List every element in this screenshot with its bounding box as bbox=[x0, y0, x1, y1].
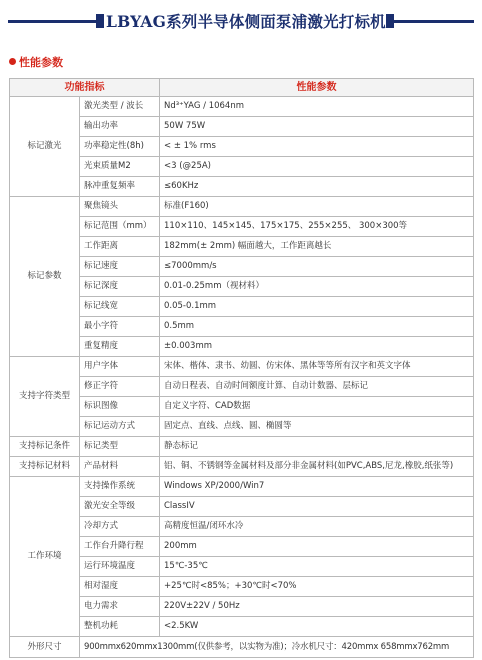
param-value: 标准(F160) bbox=[160, 197, 474, 217]
param-value: Windows XP/2000/Win7 bbox=[160, 477, 474, 497]
param-value: 15℃-35℃ bbox=[160, 557, 474, 577]
table-row bbox=[10, 257, 474, 277]
header-performance: 性能参数 bbox=[160, 79, 474, 97]
param-name: 标记类型 bbox=[80, 437, 160, 457]
table-row bbox=[10, 237, 474, 257]
param-value: ClassIV bbox=[160, 497, 474, 517]
param-value: 固定点、直线、点线、圆、椭圆等 bbox=[160, 417, 474, 437]
param-name: 用户字体 bbox=[80, 357, 160, 377]
title-rule-right bbox=[394, 20, 474, 23]
spec-table bbox=[9, 78, 474, 658]
section-heading bbox=[9, 54, 63, 70]
group-label: 支持标记条件 bbox=[10, 437, 80, 457]
param-name: 支持操作系统 bbox=[80, 477, 160, 497]
title-rule-left bbox=[8, 20, 96, 23]
param-value: 50W 75W bbox=[160, 117, 474, 137]
table-row bbox=[10, 397, 474, 417]
table-row bbox=[10, 197, 474, 217]
param-value: ≤60KHz bbox=[160, 177, 474, 197]
param-value: <2.5KW bbox=[160, 617, 474, 637]
table-row bbox=[10, 597, 474, 617]
param-name: 标记运动方式 bbox=[80, 417, 160, 437]
param-name: 最小字符 bbox=[80, 317, 160, 337]
title-bar bbox=[8, 8, 474, 34]
param-value: 高精度恒温/闭环水冷 bbox=[160, 517, 474, 537]
param-name: 修正字符 bbox=[80, 377, 160, 397]
bullet-dot-icon bbox=[9, 58, 16, 65]
table-row bbox=[10, 297, 474, 317]
table-row bbox=[10, 137, 474, 157]
table-row bbox=[10, 437, 474, 457]
param-name: 标记深度 bbox=[80, 277, 160, 297]
group-label: 支持标记材料 bbox=[10, 457, 80, 477]
footer-label: 外形尺寸 bbox=[10, 637, 80, 658]
table-row-footer bbox=[10, 637, 474, 658]
param-name: 冷却方式 bbox=[80, 517, 160, 537]
section-title: 性能参数 bbox=[19, 56, 63, 69]
param-value: +25℃时<85%；+30℃时<70% bbox=[160, 577, 474, 597]
param-value: 0.05-0.1mm bbox=[160, 297, 474, 317]
page-title: LBYAG系列半导体侧面泵浦激光打标机 bbox=[106, 12, 386, 31]
param-name: 输出功率 bbox=[80, 117, 160, 137]
footer-value: 900mmx620mmx1300mm(仅供参考，以实物为准)；冷水机尺寸：420mmx 658mmx762mm bbox=[80, 637, 474, 658]
param-name: 产品材料 bbox=[80, 457, 160, 477]
title-rule-block-left bbox=[96, 14, 104, 28]
param-name: 运行环境温度 bbox=[80, 557, 160, 577]
param-value: 自动日程表、自动时间额度计算、自动计数器、层标记 bbox=[160, 377, 474, 397]
table-row bbox=[10, 357, 474, 377]
table-row bbox=[10, 477, 474, 497]
param-name: 聚焦镜头 bbox=[80, 197, 160, 217]
group-label: 工作环境 bbox=[10, 477, 80, 637]
table-row bbox=[10, 377, 474, 397]
param-value: ≤7000mm/s bbox=[160, 257, 474, 277]
table-header-row bbox=[10, 79, 474, 97]
table-row bbox=[10, 97, 474, 117]
param-value: 铝、铜、不锈钢等金属材料及部分非金属材料(如PVC,ABS,尼龙,橡胶,纸张等) bbox=[160, 457, 474, 477]
table-row bbox=[10, 497, 474, 517]
param-name: 激光类型 / 波长 bbox=[80, 97, 160, 117]
table-row bbox=[10, 617, 474, 637]
table-row bbox=[10, 517, 474, 537]
param-name: 整机功耗 bbox=[80, 617, 160, 637]
table-row bbox=[10, 217, 474, 237]
param-value: 182mm(± 2mm) 幅面越大，工作距离越长 bbox=[160, 237, 474, 257]
table-row bbox=[10, 157, 474, 177]
param-value: <3 (@25A) bbox=[160, 157, 474, 177]
param-name: 标记速度 bbox=[80, 257, 160, 277]
param-name: 脉冲重复频率 bbox=[80, 177, 160, 197]
table-row bbox=[10, 537, 474, 557]
param-value: ±0.003mm bbox=[160, 337, 474, 357]
table-row bbox=[10, 177, 474, 197]
table-row bbox=[10, 117, 474, 137]
table-row bbox=[10, 417, 474, 437]
param-value: 200mm bbox=[160, 537, 474, 557]
param-name: 标记范围（mm） bbox=[80, 217, 160, 237]
group-label: 标记激光 bbox=[10, 97, 80, 197]
group-label: 支持字符类型 bbox=[10, 357, 80, 437]
param-name: 功率稳定性(8h) bbox=[80, 137, 160, 157]
param-name: 标识图像 bbox=[80, 397, 160, 417]
param-name: 光束质量M2 bbox=[80, 157, 160, 177]
param-value: 110×110、145×145、175×175、255×255、 300×300等 bbox=[160, 217, 474, 237]
param-name: 电力需求 bbox=[80, 597, 160, 617]
param-name: 工作台升降行程 bbox=[80, 537, 160, 557]
param-name: 工作距离 bbox=[80, 237, 160, 257]
table-row bbox=[10, 277, 474, 297]
table-row bbox=[10, 317, 474, 337]
param-value: < ± 1% rms bbox=[160, 137, 474, 157]
param-name: 重复精度 bbox=[80, 337, 160, 357]
title-rule-block-right bbox=[386, 14, 394, 28]
group-label: 标记参数 bbox=[10, 197, 80, 357]
param-value: 自定义字符、CAD数据 bbox=[160, 397, 474, 417]
param-name: 激光安全等级 bbox=[80, 497, 160, 517]
table-row bbox=[10, 457, 474, 477]
param-value: 0.01-0.25mm（视材料） bbox=[160, 277, 474, 297]
spec-table-body bbox=[10, 97, 474, 658]
param-value: 宋体、楷体、隶书、幼圆、仿宋体、黑体等等所有汉字和英文字体 bbox=[160, 357, 474, 377]
table-row bbox=[10, 577, 474, 597]
table-row bbox=[10, 557, 474, 577]
param-value: 0.5mm bbox=[160, 317, 474, 337]
param-name: 相对湿度 bbox=[80, 577, 160, 597]
header-function: 功能指标 bbox=[10, 79, 160, 97]
param-value: Nd³⁺YAG / 1064nm bbox=[160, 97, 474, 117]
param-value: 静态标记 bbox=[160, 437, 474, 457]
table-row bbox=[10, 337, 474, 357]
param-name: 标记线宽 bbox=[80, 297, 160, 317]
param-value: 220V±22V / 50Hz bbox=[160, 597, 474, 617]
